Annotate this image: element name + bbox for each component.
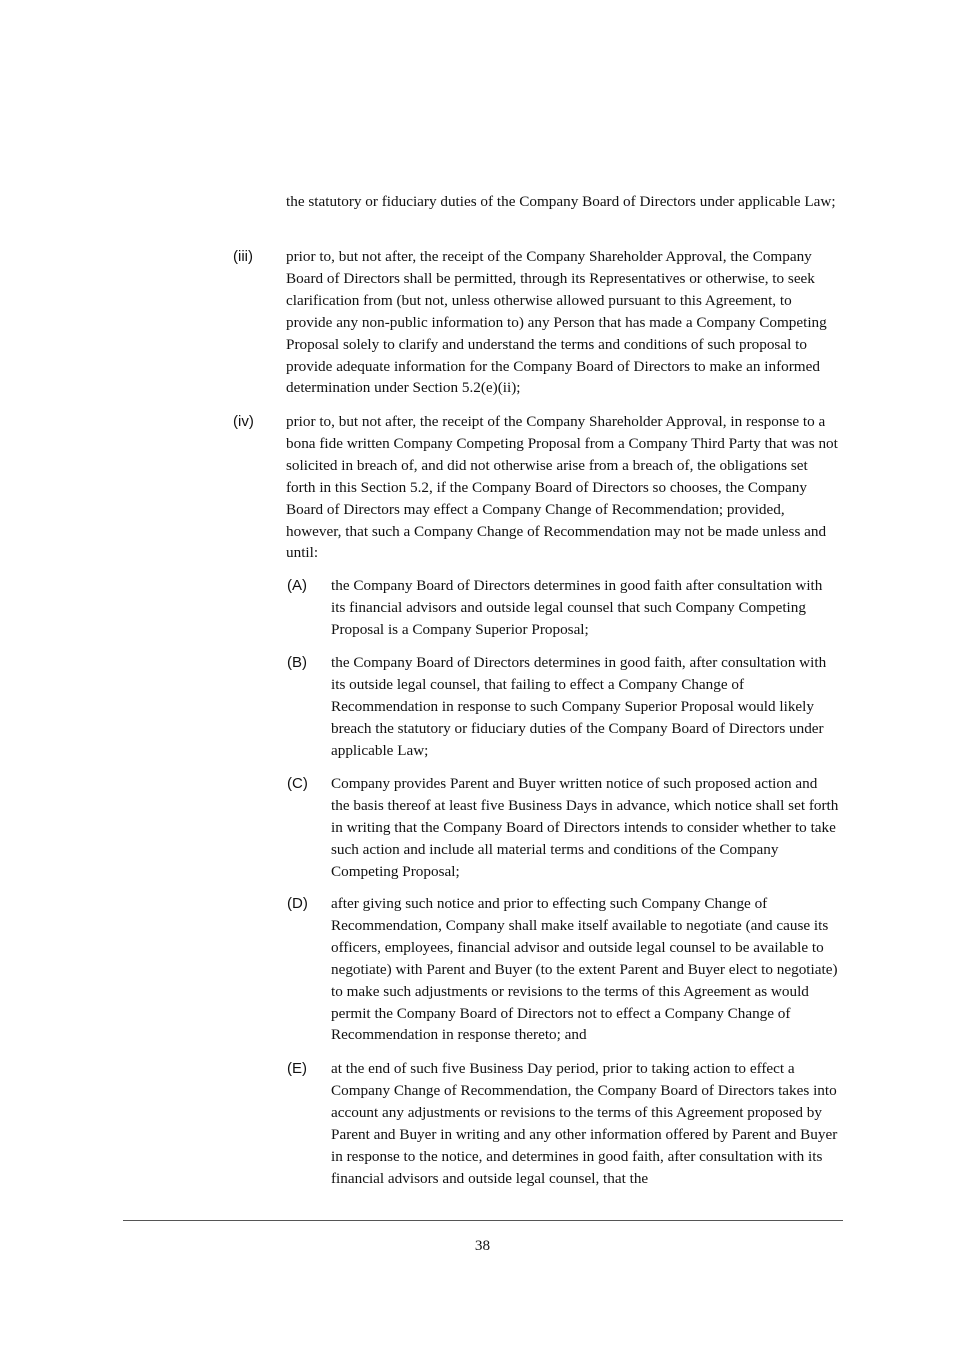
subitem-label-e: (E) xyxy=(287,1060,307,1077)
subitem-text-a: the Company Board of Directors determines in good faith after consultation with its financial advisors and outside legal counsel that such Company Competing Proposal is a Company Superior Proposal; xyxy=(331,577,823,638)
subitem-text-c: Company provides Parent and Buyer written notice of such proposed action and the basis thereof at least five Business Days in advance, which notice shall set forth in writing that the Company Board of Directors intends to consider whether to take such action and include all material terms and conditions of the Company Competing Proposal; xyxy=(331,775,839,880)
footer-divider xyxy=(123,1220,843,1221)
subitem-label-b: (B) xyxy=(287,654,307,671)
subitem-text-d: after giving such notice and prior to effecting such Company Change of Recommendation, Company shall make itself available to negotiate (and cause its officers, employees, financial advisor and outside legal counsel to be available to negotiate) with Parent and Buyer (to the extent Parent and Buyer elect to negotiate) to make such adjustments or revisions to the terms of this Agreement as would permit the Company Board of Directors not to effect a Company Change of Recommendation in response thereto; and xyxy=(331,895,838,1044)
item-text-iv: prior to, but not after, the receipt of the Company Shareholder Approval, in response to a bona fide written Company Competing Proposal from a Company Third Party that was not solicited in breach of, and did not otherwise arise from a breach of, the obligations set forth in this Section 5.2, if the Company Board of Directors so chooses, the Company Board of Directors may effect a Company Change of Recommendation; provided, however, that such a Company Change of Recommendation may not be made unless and until: xyxy=(286,413,838,562)
subitem-label-c: (C) xyxy=(287,775,308,792)
page-number: 38 xyxy=(474,1237,491,1254)
subitem-label-d: (D) xyxy=(287,895,308,912)
subitem-text-e: at the end of such five Business Day period, prior to taking action to effect a Company Change of Recommendation, the Company Board of Directors takes into account any adjustments or revisions to the terms of this Agreement proposed by Parent and Buyer in writing and any other information offered by Parent and Buyer in response to the notice, and determines in good faith, after consultation with its financial advisors and outside legal counsel, that the xyxy=(331,1060,838,1187)
subitem-text-b: the Company Board of Directors determines in good faith, after consultation with its outside legal counsel, that failing to effect a Company Change of Recommendation in response to such Company Superior Proposal would likely breach the statutory or fiduciary duties of the Company Board of Directors under applicable Law; xyxy=(331,654,827,759)
continuation-paragraph: the statutory or fiduciary duties of the Company Board of Directors under applicable Law; xyxy=(286,193,836,210)
item-label-iv: (iv) xyxy=(233,413,254,430)
item-label-iii: (iii) xyxy=(233,248,253,265)
subitem-label-a: (A) xyxy=(287,577,307,594)
item-text-iii: prior to, but not after, the receipt of the Company Shareholder Approval, the Company Board of Directors shall be permitted, through its Representatives or otherwise, to seek clarification from (but not, unless otherwise allowed pursuant to this Agreement, to provide any non-public information to) any Person that has made a Company Competing Proposal solely to clarify and understand the terms and conditions of such proposal to provide adequate information for the Company Board of Directors to make an informed determination under Section 5.2(e)(ii); xyxy=(286,248,827,397)
